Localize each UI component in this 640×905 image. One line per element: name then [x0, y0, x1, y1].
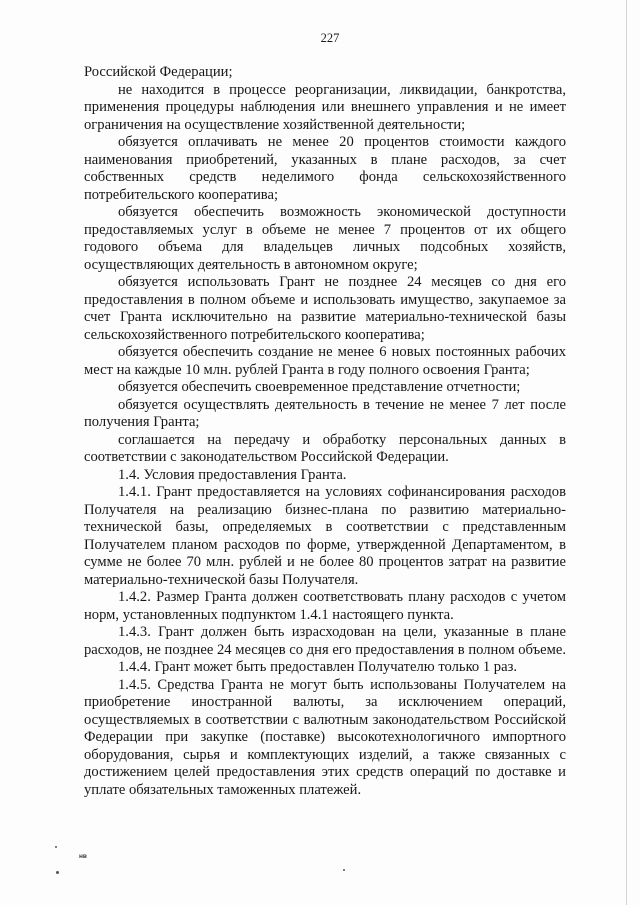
document-body — [84, 64, 566, 799]
section-heading-1-4: 1.4. Условия предоставления Гранта. — [118, 466, 347, 483]
paragraph-no-reorganization: не находится в процессе реорганизации, ликвидации, банкротства, применения процедуры наблюдения или внешнего управления и не имеет ограничения на осуществление хозяйственной деятельности; — [84, 81, 566, 133]
paragraph-economic-accessibility: обязуется обеспечить возможность экономической доступности предоставляемых услуг в объеме не менее 7 процентов от их общего годового объема для владельцев личных подсобных хозяйств, осуществляющих деятельность в автономном округе; — [84, 204, 566, 273]
scan-speck — [56, 871, 59, 874]
paragraph-grant-usage-24-months: обязуется использовать Грант не позднее 24 месяцев со дня его предоставления в полном объеме и использовать имущество, закупаемое за счет Гранта исключительно на развитие материально-технической базы сельскохозяйственного потребительского кооператива; — [84, 274, 566, 343]
scan-speck — [55, 846, 57, 848]
paragraph-cofinancing-20-percent: обязуется оплачивать не менее 20 процентов стоимости каждого наименования приобретений, указанных в плане расходов, за счет собственных средств неделимого фонда сельскохозяйственного потребительского кооператива; — [84, 134, 566, 203]
paragraph-new-jobs: обязуется обеспечить создание не менее 6 новых постоянных рабочих мест на каждые 10 млн. рублей Гранта в году полного освоения Гранта; — [84, 344, 566, 378]
paragraph-continuation: Российской Федерации; — [84, 64, 233, 80]
clause-1-4-1: 1.4.1. Грант предоставляется на условиях софинансирования расходов Получателя на реализацию бизнес-плана по развитию материально-технической базы, определяемых в соответствии с представленным Получателем планом расходов по форме, утвержденной Департаментом, в сумме не более 70 млн. рублей и не более 80 процентов затрат на развитие материально-технической базы Получателя. — [84, 484, 566, 588]
clause-1-4-5: 1.4.5. Средства Гранта не могут быть использованы Получателем на приобретение иностранной валюты, за исключением операций, осуществляемых в соответствии с валютным законодательством Российской Федерации при закупке (поставке) высокотехнологичного импортного оборудования, сырья и комплектующих изделий, а также связанных с достижением целей предоставления этих средств операций по доставке и уплате обязательных таможенных платежей. — [84, 676, 566, 798]
clause-1-4-4: 1.4.4. Грант может быть предоставлен Получателю только 1 раз. — [118, 659, 517, 675]
scan-speck — [343, 869, 345, 871]
page-number: 227 — [320, 31, 340, 45]
clause-1-4-3: 1.4.3. Грант должен быть израсходован на цели, указанные в плане расходов, не позднее 24 месяцев со дня его предоставления в полном объеме. — [84, 624, 566, 658]
paragraph-reporting: обязуется обеспечить своевременное представление отчетности; — [118, 379, 521, 395]
scan-edge-line — [626, 0, 627, 905]
paragraph-activity-7-years: обязуется осуществлять деятельность в течение не менее 7 лет после получения Гранта; — [84, 396, 566, 430]
clause-1-4-2: 1.4.2. Размер Гранта должен соответствовать плану расходов с учетом норм, установленных подпунктом 1.4.1 настоящего пункта. — [84, 589, 566, 623]
paragraph-personal-data-consent: соглашается на передачу и обработку персональных данных в соответствии с законодательством Российской Федерации. — [84, 431, 566, 465]
footer-initials-mark: нв — [79, 853, 87, 860]
